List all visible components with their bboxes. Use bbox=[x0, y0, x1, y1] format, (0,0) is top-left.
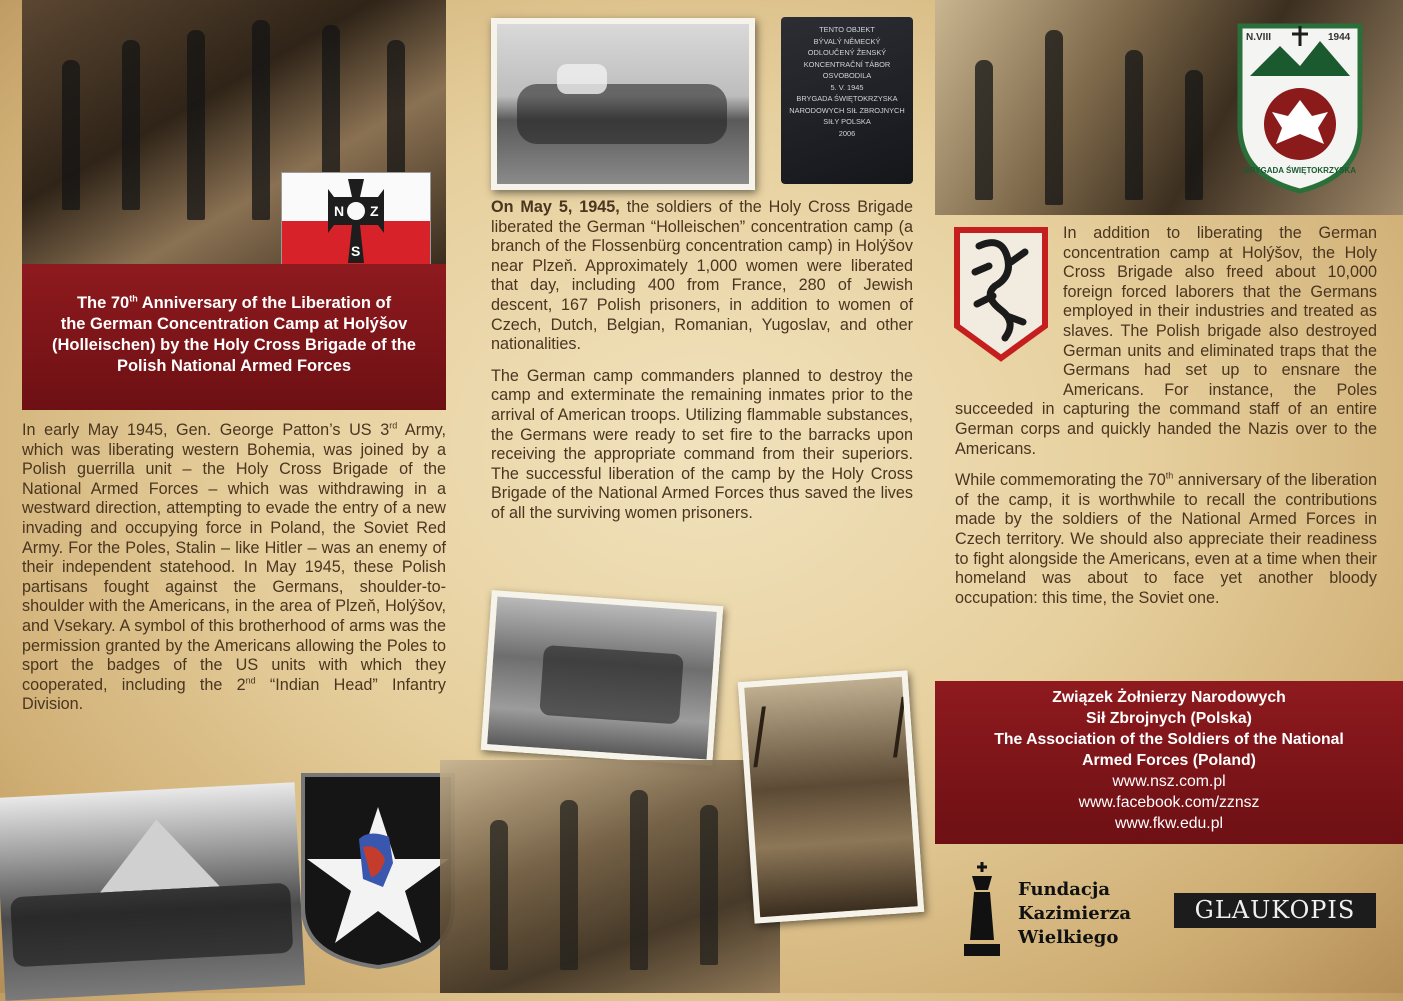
right-paragraph-1: In addition to liberating the German concentration camp at Holýšov, the Holy Cross Brigade also freed about 10,000 foreign forced laborers that the Germans employed in their industries and treated as slaves. The Polish brigade also destroyed German units and eliminated traps that the Germans had set up to ensnare the Americans. For instance, the Poles succeeded in capturing the command staff of an entire German corps and quickly handed the Nazis over to the Americans. bbox=[955, 224, 1377, 458]
nsz-flag-letter-bottom: S bbox=[351, 243, 361, 259]
star-indianhead-patch-icon bbox=[293, 767, 463, 972]
badge-top-right-text: 1944 bbox=[1328, 32, 1351, 43]
plaque-line: OSVOBODILA bbox=[822, 71, 872, 80]
link-fkw[interactable]: www.fkw.edu.pl bbox=[1115, 815, 1223, 832]
association-name-pl-1: Związek Żołnierzy Narodowych bbox=[1052, 689, 1286, 706]
memorial-plaque bbox=[781, 17, 913, 184]
link-nsz[interactable]: www.nsz.com.pl bbox=[1112, 773, 1226, 790]
plaque-line: TENTO OBJEKT bbox=[819, 25, 875, 34]
cavalry-photo bbox=[491, 18, 755, 190]
link-facebook[interactable]: www.facebook.com/zznsz bbox=[1078, 794, 1260, 811]
middle-paragraph-2: The German camp commanders planned to destroy the camp and exterminate the remaining inmates prior to the arrival of American troops. Utilizing flammable substances, the Germans were ready to set fire to the barracks upon receiving the appropriate command from their superiors. The successful liberation of the camp by the Holy Cross Brigade of the National Armed Forces thus saved the lives of all the surviving women prisoners. bbox=[491, 366, 913, 522]
column-march-photo bbox=[440, 760, 780, 993]
plaque-line: 5. V. 1945 bbox=[830, 82, 864, 92]
plaque-line: BÝVALÝ NĚMECKÝ bbox=[813, 36, 881, 46]
honor-guard-photo bbox=[738, 670, 924, 923]
association-box bbox=[935, 681, 1403, 844]
fundacja-logo bbox=[958, 860, 1148, 960]
right-paragraph-2: While commemorating the 70th anniversary of the liberation of the camp, it is worthwhile to recall the contributions made by the soldiers of the National Armed Forces in Czech territory. We should also appreciate their readiness to fight alongside the Americans, even at a time when their homeland was about to face yet another bloody occupation: this time, the Soviet one. bbox=[955, 470, 1377, 607]
title-box bbox=[22, 264, 446, 410]
association-name-pl-2: Sił Zbrojnych (Polska) bbox=[1086, 710, 1252, 727]
right-text-column bbox=[955, 224, 1377, 620]
nsz-flag-letter-right: Z bbox=[370, 203, 379, 219]
plaque-line: ODLOUČENÝ ŽENSKÝ bbox=[807, 48, 887, 57]
nsz-flag bbox=[281, 172, 431, 270]
association-name-en-2: Armed Forces (Poland) bbox=[1082, 752, 1256, 769]
plaque-line: BRYGADA ŚWIĘTOKRZYSKA bbox=[796, 94, 898, 103]
plaque-line: KONCENTRAČNÍ TÁBOR bbox=[803, 59, 891, 69]
plaque-line: 2006 bbox=[838, 128, 856, 138]
title-line-2: the German Concentration Camp at Holýšov bbox=[60, 315, 408, 333]
fundacja-line-1: Fundacja bbox=[1018, 879, 1111, 900]
title-line-4: Polish National Armed Forces bbox=[116, 357, 352, 375]
plaque-line: SIŁY POLSKA bbox=[823, 117, 871, 126]
fundacja-line-2: Kazimierza bbox=[1018, 903, 1132, 924]
plaque-line: NARODOWYCH SIŁ ZBROJNYCH bbox=[789, 105, 905, 115]
left-paragraph-1: In early May 1945, Gen. George Patton’s US 3rd Army, which was liberating western Bohemia, was joined by a Polish guerrilla unit – the Holy Cross Brigade of the National Armed Forces – which was withdrawing in a westward direction, attempting to evade the entry of a new invading and occupying force in Poland, the Soviet Red Army. For the Poles, Stalin – like Hitler – was an enemy of their independent statehood. In May 1945, these Polish partisans fought against the Germans, shoulder-to-shoulder with the Americans, in the area of Plzeň, Holýšov, and Vsekary. A symbol of this brotherhood of arms was the permission granted by the Americans allowing the Poles to sport the badges of the US units with which they cooperated, including the 2nd “Indian Head” Infantry Division. bbox=[22, 420, 446, 714]
nsz-flag-letter-left: N bbox=[334, 203, 345, 219]
partisans-camp-photo bbox=[0, 782, 305, 1000]
title-line-1: The 70th Anniversary of the Liberation of bbox=[76, 293, 392, 312]
association-name-en-1: The Association of the Soldiers of the National bbox=[994, 731, 1344, 748]
badge-ribbon-text: BRYGADA ŚWIĘTOKRZYSKA bbox=[1243, 166, 1357, 175]
fundacja-line-3: Wielkiego bbox=[1018, 927, 1119, 948]
women-prisoners-photo bbox=[481, 590, 724, 766]
middle-paragraph-1: On May 5, 1945, the soldiers of the Holy Cross Brigade liberated the German “Holleischen” concentration camp (a branch of the Flossenbürg concentration camp) in Holýšov near Plzeň. Approximately 1,000 women were liberated that day, including 400 from France, 280 of Jewish descent, 167 Polish prisoners, in addition to women of Czech, Dutch, Belgian, Romanian, Yugoslav, and other nationalities. bbox=[491, 198, 913, 354]
eagle-badge-icon bbox=[1220, 16, 1380, 196]
title-line-3: (Holleischen) by the Holy Cross Brigade of the bbox=[52, 336, 416, 354]
middle-text-column bbox=[491, 198, 913, 536]
glaukopis-logo: GLAUKOPIS bbox=[1174, 893, 1376, 928]
left-text-column bbox=[22, 421, 446, 727]
chess-king-icon bbox=[958, 860, 1006, 960]
badge-top-left-text: N.VIII bbox=[1246, 32, 1272, 43]
